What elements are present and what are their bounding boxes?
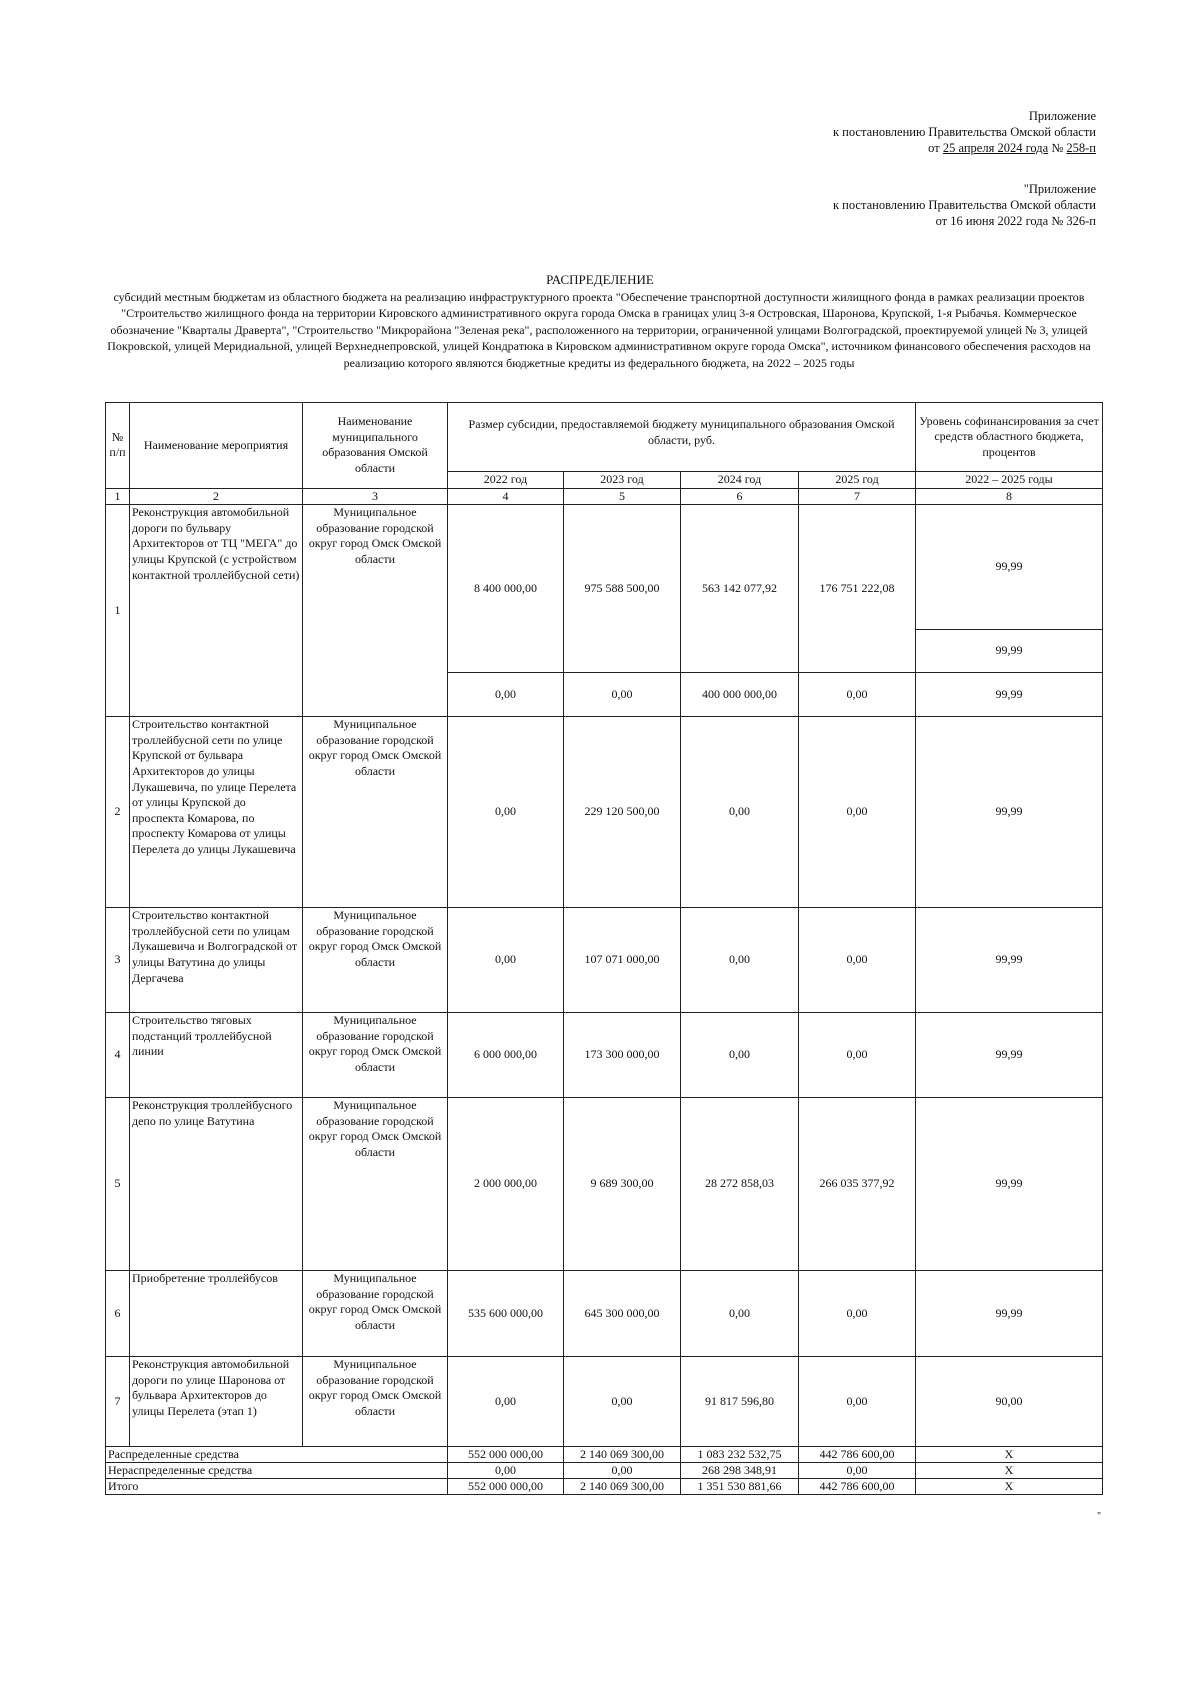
cofinancing-level: 90,00 (916, 1357, 1103, 1447)
year-2025-header: 2025 год (799, 472, 916, 489)
cofinancing-level: 99,99 (916, 630, 1103, 673)
column-numbers-row (106, 488, 1103, 505)
number-prefix: № (1048, 141, 1067, 155)
value-2025: 0,00 (799, 717, 916, 908)
col-number: 2 (130, 488, 303, 505)
col-number: 3 (303, 488, 448, 505)
header-row (106, 403, 1103, 472)
value-2022: 2 000 000,00 (448, 1098, 564, 1271)
row-number: 6 (106, 1271, 130, 1357)
value-2023: 645 300 000,00 (564, 1271, 681, 1357)
closing-quote-mark: " (1097, 1511, 1102, 1522)
col-number: 1 (106, 488, 130, 505)
col-number: 8 (916, 488, 1103, 505)
col-event-header: Наименование мероприятия (130, 403, 303, 489)
value-2025: 176 751 222,08 (799, 505, 916, 673)
table-row (106, 1098, 1103, 1271)
original-decree-date: от 16 июня 2022 года № 326-п (935, 214, 1096, 228)
col-num-header: № п/п (106, 403, 130, 489)
year-2022-header: 2022 год (448, 472, 564, 489)
col-muni-header: Наименование муниципального образования Омской области (303, 403, 448, 489)
event-name: Реконструкция автомобильной дороги по бульвару Архитекторов от ТЦ "МЕГА" до улицы Крупской (с устройством контактной троллейбусной сети) (130, 505, 303, 717)
cofinancing-level: 99,99 (916, 908, 1103, 1013)
value-2025: 0,00 (799, 1013, 916, 1098)
total-row-undistributed (106, 1463, 1103, 1479)
cofinancing-level: 99,99 (916, 1013, 1103, 1098)
total-level: X (916, 1447, 1103, 1463)
value-2024: 0,00 (681, 1013, 799, 1098)
event-name: Строительство контактной троллейбусной сети по улице Крупской от бульвара Архитекторов до улицы Лукашевича, по улице Перелета от улицы Крупской до проспекта Комарова, по проспекту Комарова от улицы Перелета до улицы Лукашевича (130, 717, 303, 908)
municipality: Муниципальное образование городской округ город Омск Омской области (303, 908, 448, 1013)
total-2023: 2 140 069 300,00 (564, 1479, 681, 1495)
event-name: Реконструкция троллейбусного депо по улице Ватутина (130, 1098, 303, 1271)
total-2025: 442 786 600,00 (799, 1447, 916, 1463)
total-level: X (916, 1463, 1103, 1479)
event-name: Реконструкция автомобильной дороги по улице Шаронова от бульвара Архитекторов до улицы Перелета (этап 1) (130, 1357, 303, 1447)
event-name: Приобретение троллейбусов (130, 1271, 303, 1357)
value-2024: 0,00 (681, 908, 799, 1013)
row-number: 2 (106, 717, 130, 908)
value-2024: 0,00 (681, 717, 799, 908)
value-2022: 0,00 (448, 717, 564, 908)
value-2022: 0,00 (448, 908, 564, 1013)
decree-number: 258-п (1066, 141, 1096, 155)
value-2023: 0,00 (564, 673, 681, 717)
value-2025: 266 035 377,92 (799, 1098, 916, 1271)
value-2023: 0,00 (564, 1357, 681, 1447)
original-appendix-header (833, 181, 1096, 229)
year-2023-header: 2023 год (564, 472, 681, 489)
value-2025: 0,00 (799, 908, 916, 1013)
total-2025: 0,00 (799, 1463, 916, 1479)
value-2023: 173 300 000,00 (564, 1013, 681, 1098)
municipality: Муниципальное образование городской округ город Омск Омской области (303, 1271, 448, 1357)
row-number: 7 (106, 1357, 130, 1447)
table-row (106, 717, 1103, 908)
total-2022: 552 000 000,00 (448, 1447, 564, 1463)
total-row-distributed (106, 1447, 1103, 1463)
original-appendix-label: "Приложение (1023, 182, 1096, 196)
col-number: 5 (564, 488, 681, 505)
total-2024: 268 298 348,91 (681, 1463, 799, 1479)
table-row (106, 1271, 1103, 1357)
appendix-label: Приложение (1028, 109, 1096, 123)
cofinancing-level: 99,99 (916, 505, 1103, 630)
value-2022: 0,00 (448, 673, 564, 717)
value-2023: 9 689 300,00 (564, 1098, 681, 1271)
col-level-header: Уровень софинансирования за счет средств областного бюджета, процентов (916, 403, 1103, 472)
value-2025: 0,00 (799, 1271, 916, 1357)
decree-date: 25 апреля 2024 года (942, 141, 1049, 155)
table-row (106, 505, 1103, 630)
total-level: X (916, 1479, 1103, 1495)
year-2024-header: 2024 год (681, 472, 799, 489)
event-name: Строительство контактной троллейбусной сети по улицам Лукашевича и Волгоградской от улицы Ватутина до улицы Дергачева (130, 908, 303, 1013)
total-2024: 1 083 232 532,75 (681, 1447, 799, 1463)
value-2022: 8 400 000,00 (448, 505, 564, 673)
col-number: 6 (681, 488, 799, 505)
municipality: Муниципальное образование городской округ город Омск Омской области (303, 717, 448, 908)
cofinancing-level: 99,99 (916, 1098, 1103, 1271)
distribution-table (105, 402, 1103, 1495)
document-title: РАСПРЕДЕЛЕНИЕ (546, 272, 654, 287)
value-2024: 28 272 858,03 (681, 1098, 799, 1271)
total-2023: 0,00 (564, 1463, 681, 1479)
municipality: Муниципальное образование городской округ город Омск Омской области (303, 1013, 448, 1098)
cofinancing-level: 99,99 (916, 717, 1103, 908)
value-2023: 107 071 000,00 (564, 908, 681, 1013)
col-number: 7 (799, 488, 916, 505)
total-2022: 0,00 (448, 1463, 564, 1479)
document-subtitle: субсидий местным бюджетам из областного бюджета на реализацию инфраструктурного проекта "Обеспечение транспортной доступности жилищного фонда в рамках реализации проектов "Строительство жилищного фонда на территории Кировского административного округа города Омска в границах улиц 3-я Островская, Шаронова, Крупской, 1-я Рыбачья. Коммерческое обозначение "Кварталы Драверта", "Строительство "Микрорайона "Зеленая река", расположенного на территории, ограниченной улицами Волгоградской, проектируемой улицей № 3, улицей Покровской, улицей Меридиальной, улицей Верхнеднепровской, улицей Кондратюка в Кировском административном округе города Омска", источником финансового обеспечения расходов на реализацию которого являются бюджетные кредиты из федерального бюджета, на 2022 – 2025 годы (107, 290, 1091, 370)
table-row (106, 908, 1103, 1013)
value-2022: 535 600 000,00 (448, 1271, 564, 1357)
value-2024: 563 142 077,92 (681, 505, 799, 673)
value-2025: 0,00 (799, 1357, 916, 1447)
value-2023: 975 588 500,00 (564, 505, 681, 673)
value-2025: 0,00 (799, 673, 916, 717)
row-number: 4 (106, 1013, 130, 1098)
value-2024: 91 817 596,80 (681, 1357, 799, 1447)
value-2022: 6 000 000,00 (448, 1013, 564, 1098)
cofinancing-level: 99,99 (916, 1271, 1103, 1357)
row-number: 5 (106, 1098, 130, 1271)
event-name: Строительство тяговых подстанций троллейбусной линии (130, 1013, 303, 1098)
total-2023: 2 140 069 300,00 (564, 1447, 681, 1463)
date-prefix: от (928, 141, 943, 155)
col-subsidy-header: Размер субсидии, предоставляемой бюджету муниципального образования Омской области, руб. (448, 403, 916, 472)
municipality: Муниципальное образование городской округ город Омск Омской области (303, 1357, 448, 1447)
total-label: Распределенные средства (106, 1447, 448, 1463)
value-2022: 0,00 (448, 1357, 564, 1447)
value-2024: 0,00 (681, 1271, 799, 1357)
municipality: Муниципальное образование городской округ город Омск Омской области (303, 505, 448, 717)
municipality: Муниципальное образование городской округ город Омск Омской области (303, 1098, 448, 1271)
value-2023: 229 120 500,00 (564, 717, 681, 908)
appendix-decree-ref: к постановлению Правительства Омской области (832, 125, 1096, 139)
total-2025: 442 786 600,00 (799, 1479, 916, 1495)
total-label: Нераспределенные средства (106, 1463, 448, 1479)
value-2024: 400 000 000,00 (681, 673, 799, 717)
appendix-header (833, 108, 1096, 156)
table-row (106, 1357, 1103, 1447)
original-decree-ref: к постановлению Правительства Омской области (832, 198, 1096, 212)
col-number: 4 (448, 488, 564, 505)
total-2022: 552 000 000,00 (448, 1479, 564, 1495)
total-row-grand (106, 1479, 1103, 1495)
appendix-date-line (833, 140, 1096, 156)
row-number: 1 (106, 505, 130, 717)
table-row (106, 1013, 1103, 1098)
total-2024: 1 351 530 881,66 (681, 1479, 799, 1495)
period-header: 2022 – 2025 годы (916, 472, 1103, 489)
cofinancing-level: 99,99 (916, 673, 1103, 717)
total-label: Итого (106, 1479, 448, 1495)
row-number: 3 (106, 908, 130, 1013)
